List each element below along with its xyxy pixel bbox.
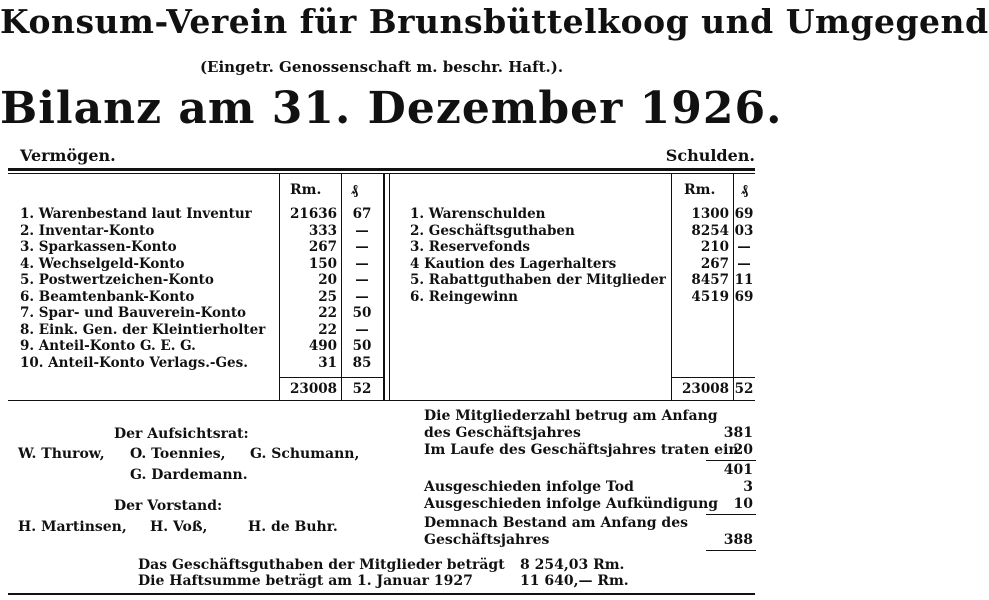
liability-pf: 11: [734, 272, 754, 288]
aufsichtsrat-member: G. Dardemann.: [130, 467, 248, 483]
assets-total-rule: [279, 377, 383, 378]
asset-rm: 21636: [290, 206, 337, 222]
vorstand-member: H. Martinsen,: [18, 519, 127, 535]
footer-guthaben-label: Das Geschäftsguthaben der Mitglieder beträgt: [138, 557, 505, 573]
members-death-label: Ausgeschieden infolge Tod: [424, 479, 634, 495]
aufsichtsrat-heading: Der Aufsichtsrat:: [114, 426, 249, 442]
asset-rm: 150: [308, 255, 337, 272]
footer-guthaben-value: 8 254,03 Rm.: [520, 557, 625, 573]
liab-total-rm: 23008: [682, 381, 729, 397]
footer-haftsumme-value: 11 640,— Rm.: [520, 573, 629, 589]
members-joined-label: Im Laufe des Geschäftsjahres traten ein: [424, 442, 739, 458]
balance-title: Bilanz am 31. Dezember 1926.: [0, 83, 783, 134]
liab-rm-header: Rm.: [684, 182, 716, 198]
asset-pf: —: [355, 272, 369, 288]
asset-pf: —: [355, 255, 369, 272]
asset-pf: 85: [352, 354, 372, 371]
center-rule-thin: [389, 174, 390, 400]
members-end-label: Demnach Bestand am Anfang des: [424, 515, 689, 531]
asset-rm: 22: [318, 305, 337, 321]
liability-pf: —: [737, 239, 751, 255]
members-resign-label: Ausgeschieden infolge Aufkündigung: [424, 496, 719, 512]
asset-label: 7. Spar- und Bauverein-Konto: [20, 305, 247, 321]
liability-rm: 1300: [691, 206, 729, 222]
assets-heading: Vermögen.: [20, 146, 116, 165]
liab-pf-header: ₰: [741, 182, 748, 198]
liability-rm: 210: [700, 239, 729, 255]
vorstand-heading: Der Vorstand:: [114, 498, 223, 514]
members-sum-rule: [706, 460, 756, 461]
liability-pf: 69: [734, 206, 754, 222]
liab-total-pf: 52: [734, 381, 754, 397]
asset-pf: 50: [352, 305, 372, 321]
liability-pf: 69: [734, 288, 754, 305]
table-bottom-rule: [8, 400, 755, 401]
liability-pf: 03: [734, 222, 754, 239]
vorstand-member: H. Voß,: [150, 519, 208, 535]
table-top-rule: [8, 168, 755, 171]
table-top-rule-thin: [8, 173, 755, 174]
assets-total-pf: 52: [352, 381, 372, 397]
liability-label: 6. Reingewinn: [410, 288, 518, 305]
liabilities-heading: Schulden.: [665, 146, 755, 165]
asset-label: 9. Anteil-Konto G. E. G.: [20, 338, 196, 354]
asset-label: 1. Warenbestand laut Inventur: [20, 206, 252, 222]
asset-label: 4. Wechselgeld-Konto: [20, 255, 185, 272]
assets-rm-header: Rm.: [290, 182, 322, 198]
liability-rm: 4519: [691, 288, 729, 305]
asset-rm: 267: [308, 239, 337, 255]
liability-rm: 267: [700, 255, 729, 272]
members-start-label: Die Mitgliederzahl betrug am Anfang: [424, 408, 718, 424]
members-rule-2: [706, 514, 756, 515]
asset-rm: 31: [318, 354, 337, 371]
members-end-label-2: Geschäftsjahres: [424, 532, 550, 548]
members-end-value: 388: [723, 532, 753, 548]
asset-label: 5. Postwertzeichen-Konto: [20, 272, 214, 288]
members-start-label-2: des Geschäftsjahres: [424, 425, 581, 441]
center-rule: [383, 174, 385, 400]
liability-label: 3. Reservefonds: [410, 239, 531, 255]
assets-total-rm: 23008: [290, 381, 337, 397]
liability-label: 2. Geschäftsguthaben: [410, 222, 575, 239]
asset-label: 6. Beamtenbank-Konto: [20, 288, 195, 305]
liab-total-rule: [671, 377, 755, 378]
members-sum-value: 401: [723, 462, 753, 478]
society-title: Konsum-Verein für Brunsbüttelkoog und Umgegend: [0, 2, 989, 41]
assets-pf-header: ₰: [351, 182, 358, 198]
members-death-value: 3: [743, 479, 753, 495]
asset-label: 3. Sparkassen-Konto: [20, 239, 177, 255]
aufsichtsrat-member: O. Toennies,: [130, 446, 226, 462]
members-resign-value: 10: [733, 496, 753, 512]
asset-pf: 50: [352, 338, 372, 354]
aufsichtsrat-member: W. Thurow,: [18, 446, 105, 462]
members-start-value: 381: [723, 425, 753, 441]
aufsichtsrat-member: G. Schumann,: [250, 446, 360, 462]
asset-pf: —: [355, 239, 369, 255]
liability-rm: 8457: [691, 272, 729, 288]
members-rule-3: [706, 550, 756, 551]
liability-label: 4 Kaution des Lagerhalters: [410, 255, 617, 272]
liability-label: 5. Rabattguthaben der Mitglieder: [410, 272, 666, 288]
liability-pf: —: [737, 255, 751, 272]
members-joined-value: 20: [733, 442, 753, 458]
asset-rm: 25: [318, 288, 337, 305]
asset-pf: —: [355, 321, 369, 338]
footer-haftsumme-label: Die Haftsumme beträgt am 1. Januar 1927: [138, 573, 473, 589]
asset-label: 10. Anteil-Konto Verlags.-Ges.: [20, 354, 248, 371]
asset-rm: 490: [308, 338, 337, 354]
bottom-rule: [8, 593, 755, 595]
liability-label: 1. Warenschulden: [410, 206, 546, 222]
society-subtitle: (Eingetr. Genossenschaft m. beschr. Haft.).: [199, 58, 564, 76]
asset-pf: 67: [352, 206, 372, 222]
asset-label: 2. Inventar-Konto: [20, 222, 155, 239]
asset-pf: —: [355, 288, 369, 305]
vorstand-member: H. de Buhr.: [248, 519, 338, 535]
asset-rm: 22: [318, 321, 337, 338]
asset-label: 8. Eink. Gen. der Kleintierholter: [20, 321, 266, 338]
asset-pf: —: [355, 222, 369, 239]
asset-rm: 20: [318, 272, 337, 288]
asset-rm: 333: [308, 222, 337, 239]
liability-rm: 8254: [691, 222, 729, 239]
